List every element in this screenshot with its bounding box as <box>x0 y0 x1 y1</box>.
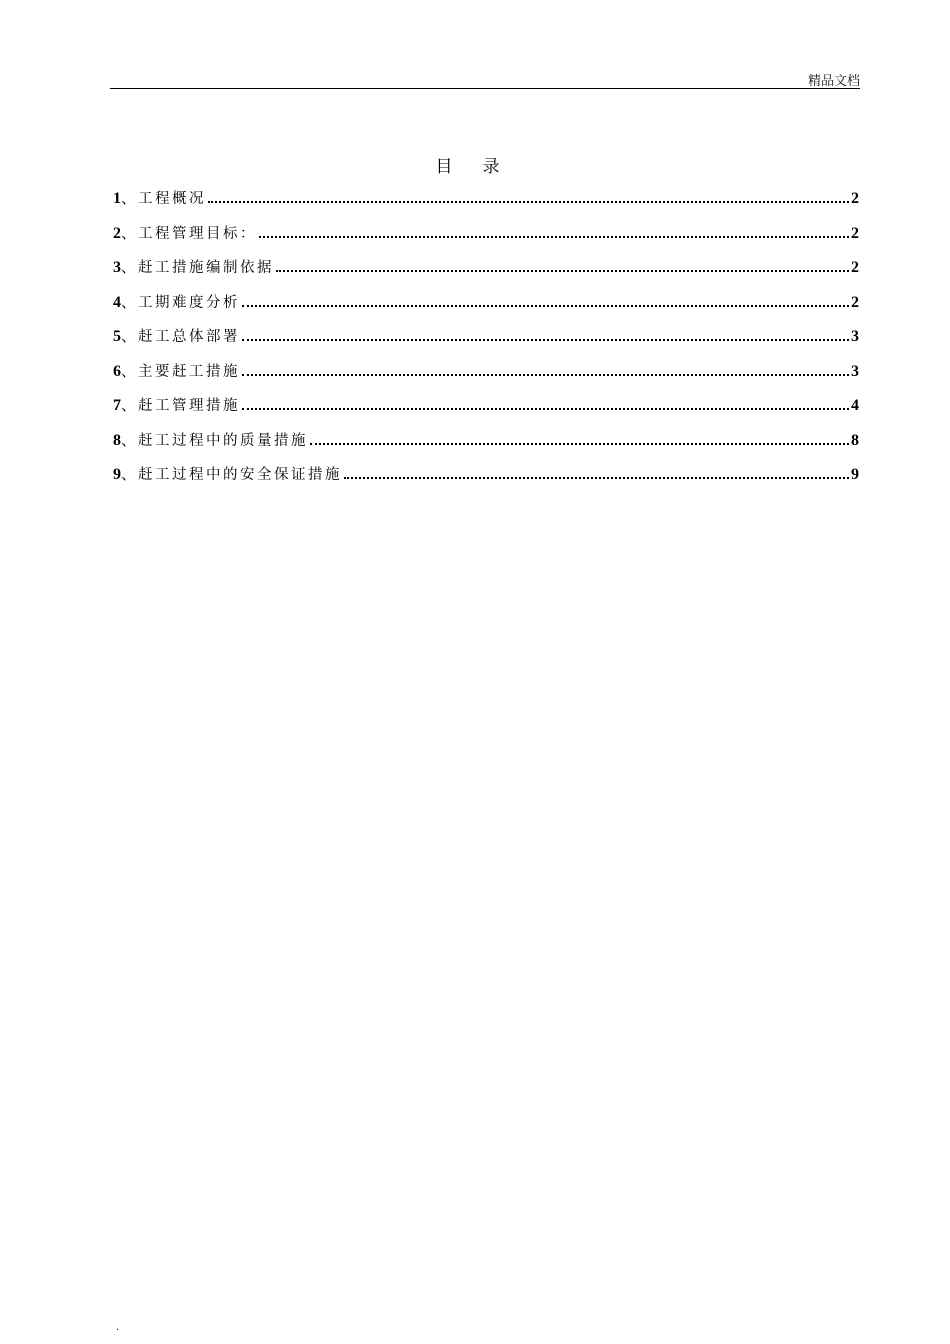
toc-entry-label: 主要赶工措施 <box>138 363 241 380</box>
toc-entry-number: 7 <box>113 397 121 414</box>
toc-title: 目录 <box>435 157 530 177</box>
toc-entry-number: 4 <box>113 293 121 311</box>
toc-entry-separator: 、 <box>121 361 139 380</box>
toc-entry-page: 9 <box>851 466 859 483</box>
toc-entry-number: 2 <box>113 224 121 242</box>
toc-entry-separator: 、 <box>121 327 139 345</box>
table-of-contents <box>113 186 859 497</box>
toc-leader-dots <box>242 338 849 341</box>
toc-entry-label: 赶工总体部署 <box>138 329 241 345</box>
toc-entry-separator: 、 <box>121 258 139 276</box>
toc-entry-separator: 、 <box>121 223 139 242</box>
toc-entry-separator: 、 <box>121 396 139 414</box>
toc-entry-number: 3 <box>113 259 121 276</box>
toc-entry-separator: 、 <box>121 430 139 449</box>
toc-entry-9[interactable] <box>113 462 859 497</box>
toc-entry-label: 赶工过程中的安全保证措施 <box>138 467 343 483</box>
toc-leader-dots <box>242 304 849 307</box>
toc-entry-3[interactable] <box>113 255 859 290</box>
toc-leader-dots <box>344 476 849 479</box>
toc-entry-separator: 、 <box>121 292 139 311</box>
toc-entry-number: 9 <box>113 466 121 483</box>
toc-entry-label: 赶工管理措施 <box>138 398 241 414</box>
toc-entry-5[interactable] <box>113 324 859 359</box>
toc-leader-dots <box>242 407 849 410</box>
toc-entry-4[interactable] <box>113 290 859 325</box>
toc-entry-label: 赶工措施编制依据 <box>138 260 275 276</box>
page-header-text: 精品文档 <box>807 74 860 89</box>
toc-leader-dots <box>242 373 849 376</box>
toc-entry-page: 3 <box>851 362 859 380</box>
toc-entry-7[interactable] <box>113 393 859 428</box>
toc-entry-page: 2 <box>851 293 859 311</box>
toc-entry-label: 赶工过程中的质量措施 <box>138 432 309 449</box>
toc-leader-dots <box>276 269 849 272</box>
toc-entry-page: 8 <box>851 431 859 449</box>
toc-entry-number: 5 <box>113 328 121 345</box>
toc-entry-separator: 、 <box>121 465 139 483</box>
toc-entry-label: 工期难度分析 <box>138 294 241 311</box>
toc-entry-number: 1 <box>113 190 121 207</box>
footer-mark: . <box>116 1322 120 1333</box>
toc-entry-page: 2 <box>851 190 859 207</box>
toc-leader-dots <box>310 442 849 445</box>
toc-entry-1[interactable] <box>113 186 859 221</box>
toc-entry-number: 6 <box>113 362 121 380</box>
toc-entry-separator: 、 <box>121 189 139 207</box>
toc-entry-6[interactable] <box>113 359 859 394</box>
toc-entry-page: 2 <box>851 259 859 276</box>
toc-entry-label: 工程管理目标： <box>138 225 258 242</box>
toc-leader-dots <box>208 200 849 203</box>
toc-entry-page: 2 <box>851 224 859 242</box>
toc-entry-page: 4 <box>851 397 859 414</box>
toc-entry-8[interactable] <box>113 428 859 463</box>
toc-leader-dots <box>259 235 849 238</box>
toc-entry-number: 8 <box>113 431 121 449</box>
header-rule <box>110 88 860 89</box>
toc-entry-label: 工程概况 <box>138 191 207 207</box>
toc-entry-2[interactable] <box>113 221 859 256</box>
toc-entry-page: 3 <box>851 328 859 345</box>
